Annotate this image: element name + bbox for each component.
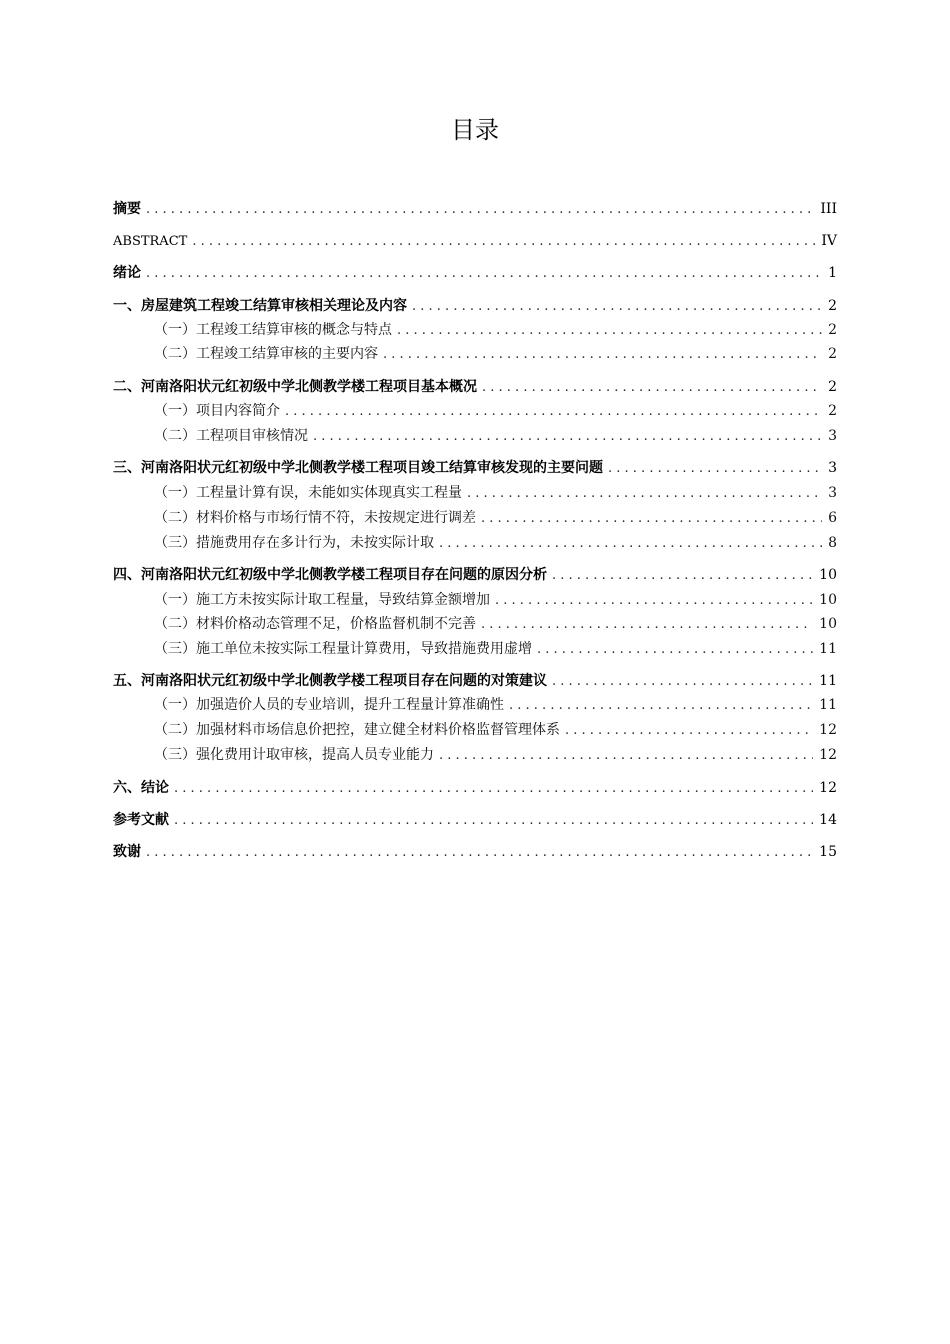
toc-entry-page-number: 2 xyxy=(828,298,837,314)
toc-entry-page-number: 2 xyxy=(828,403,837,419)
toc-entry[interactable] xyxy=(113,809,837,831)
dot-leader xyxy=(608,457,822,480)
dot-leader xyxy=(146,262,822,285)
toc-entry-title: （一）加强造价人员的专业培训，提升工程量计算准确性 xyxy=(154,697,504,713)
toc-entry-page-number: 10 xyxy=(819,567,837,583)
dot-leader xyxy=(192,230,815,253)
toc-entry[interactable] xyxy=(113,744,837,766)
dot-leader xyxy=(174,777,813,800)
toc-entry-number: 一、 xyxy=(113,298,141,314)
toc-entry-title: （一）施工方未按实际计取工程量，导致结算金额增加 xyxy=(154,592,490,608)
toc-entry-page-number: 1 xyxy=(828,265,837,281)
toc-entry[interactable] xyxy=(113,638,837,660)
toc-entry-title: 房屋建筑工程竣工结算审核相关理论及内容 xyxy=(141,298,407,314)
toc-entry-page-number: 12 xyxy=(819,722,837,738)
toc-entry[interactable] xyxy=(113,613,837,635)
dot-leader xyxy=(397,319,822,342)
toc-entry-title: 河南洛阳状元红初级中学北侧教学楼工程项目竣工结算审核发现的主要问题 xyxy=(141,460,603,476)
toc-entry-title: （一）工程竣工结算审核的概念与特点 xyxy=(154,322,392,338)
dot-leader xyxy=(495,589,813,612)
toc-entry[interactable] xyxy=(113,482,837,504)
toc-entry-title: ABSTRACT xyxy=(113,234,188,249)
toc-entry[interactable] xyxy=(113,425,837,447)
toc-entry-title: （二）加强材料市场信息价把控，建立健全材料价格监督管理体系 xyxy=(154,722,560,738)
toc-entry[interactable] xyxy=(113,262,837,284)
toc-entry[interactable] xyxy=(113,694,837,716)
toc-entry[interactable] xyxy=(113,719,837,741)
toc-entry[interactable] xyxy=(113,319,837,341)
toc-entry[interactable] xyxy=(113,376,837,398)
toc-entry-title: （二）材料价格动态管理不足，价格监督机制不完善 xyxy=(154,616,476,632)
dot-leader xyxy=(439,744,813,767)
toc-entry-page-number: 6 xyxy=(828,510,837,526)
dot-leader xyxy=(146,841,813,864)
toc-entry[interactable] xyxy=(113,230,837,252)
toc-entry[interactable] xyxy=(113,532,837,554)
toc-entry-number: 五、 xyxy=(113,673,141,689)
toc-entry[interactable] xyxy=(113,670,837,692)
toc-entry-page-number: 15 xyxy=(819,844,837,860)
toc-entry-title: （一）工程量计算有误，未能如实体现真实工程量 xyxy=(154,485,462,501)
toc-entry-page-number: 8 xyxy=(828,535,837,551)
dot-leader xyxy=(412,295,822,318)
toc-entry[interactable] xyxy=(113,295,837,317)
toc-entry-title: 河南洛阳状元红初级中学北侧教学楼工程项目存在问题的原因分析 xyxy=(141,567,547,583)
toc-entry-title: （二）工程项目审核情况 xyxy=(154,428,308,444)
toc-entry[interactable] xyxy=(113,507,837,529)
toc-entry-title: （三）施工单位未按实际工程量计算费用，导致措施费用虚增 xyxy=(154,641,532,657)
toc-entry-title: 致谢 xyxy=(113,844,141,860)
toc-entry-title: 河南洛阳状元红初级中学北侧教学楼工程项目基本概况 xyxy=(141,379,477,395)
dot-leader xyxy=(285,400,822,423)
toc-entry-title: 结论 xyxy=(141,780,169,796)
toc-entry-page-number: 11 xyxy=(819,673,837,689)
toc-entry-title: （二）工程竣工结算审核的主要内容 xyxy=(154,346,378,362)
toc-entry-number: 六、 xyxy=(113,780,141,796)
dot-leader xyxy=(383,343,822,366)
toc-entry-title: 摘要 xyxy=(113,201,141,217)
toc-entry-title: 参考文献 xyxy=(113,812,169,828)
toc-entry[interactable] xyxy=(113,198,837,220)
toc-entry-title: 绪论 xyxy=(113,265,141,281)
dot-leader xyxy=(565,719,813,742)
toc-entry-title: （一）项目内容简介 xyxy=(154,403,280,419)
toc-entry-page-number: 2 xyxy=(828,346,837,362)
page-title: 目录 xyxy=(451,116,499,144)
dot-leader xyxy=(467,482,822,505)
toc-entry-number: 三、 xyxy=(113,460,141,476)
toc-entry-title: （三）强化费用计取审核，提高人员专业能力 xyxy=(154,747,434,763)
toc-entry[interactable] xyxy=(113,343,837,365)
toc-entry[interactable] xyxy=(113,400,837,422)
toc-entry-page-number: 11 xyxy=(819,641,837,657)
dot-leader xyxy=(552,564,813,587)
dot-leader xyxy=(174,809,813,832)
toc-entry-page-number: 12 xyxy=(819,780,837,796)
dot-leader xyxy=(509,694,813,717)
toc-entry-number: 二、 xyxy=(113,379,141,395)
toc-entry-page-number: 10 xyxy=(819,616,837,632)
toc-entry-page-number: 12 xyxy=(819,747,837,763)
toc-entry-page-number: 10 xyxy=(819,592,837,608)
toc-entry-page-number: 11 xyxy=(819,697,837,713)
toc-entry[interactable] xyxy=(113,777,837,799)
toc-entry-page-number: 2 xyxy=(828,322,837,338)
dot-leader xyxy=(146,198,814,221)
toc-entry[interactable] xyxy=(113,589,837,611)
toc-entry-title: 河南洛阳状元红初级中学北侧教学楼工程项目存在问题的对策建议 xyxy=(141,673,547,689)
dot-leader xyxy=(537,638,813,661)
toc-entry-page-number: IV xyxy=(821,233,837,249)
dot-leader xyxy=(482,376,822,399)
toc-entry-title: （二）材料价格与市场行情不符，未按规定进行调差 xyxy=(154,510,476,526)
dot-leader xyxy=(313,425,822,448)
toc-entry[interactable] xyxy=(113,841,837,863)
toc-entry[interactable] xyxy=(113,564,837,586)
toc-entry[interactable] xyxy=(113,457,837,479)
toc-entry-page-number: 3 xyxy=(828,428,837,444)
toc-entry-page-number: 2 xyxy=(828,379,837,395)
dot-leader xyxy=(481,507,822,530)
dot-leader xyxy=(439,532,822,555)
toc-entry-page-number: 14 xyxy=(819,812,837,828)
dot-leader xyxy=(552,670,813,693)
dot-leader xyxy=(481,613,813,636)
toc-entry-page-number: 3 xyxy=(828,485,837,501)
toc-entry-title: （三）措施费用存在多计行为，未按实际计取 xyxy=(154,535,434,551)
toc-entry-number: 四、 xyxy=(113,567,141,583)
toc-entry-page-number: 3 xyxy=(828,460,837,476)
toc-entry-page-number: III xyxy=(820,201,837,217)
